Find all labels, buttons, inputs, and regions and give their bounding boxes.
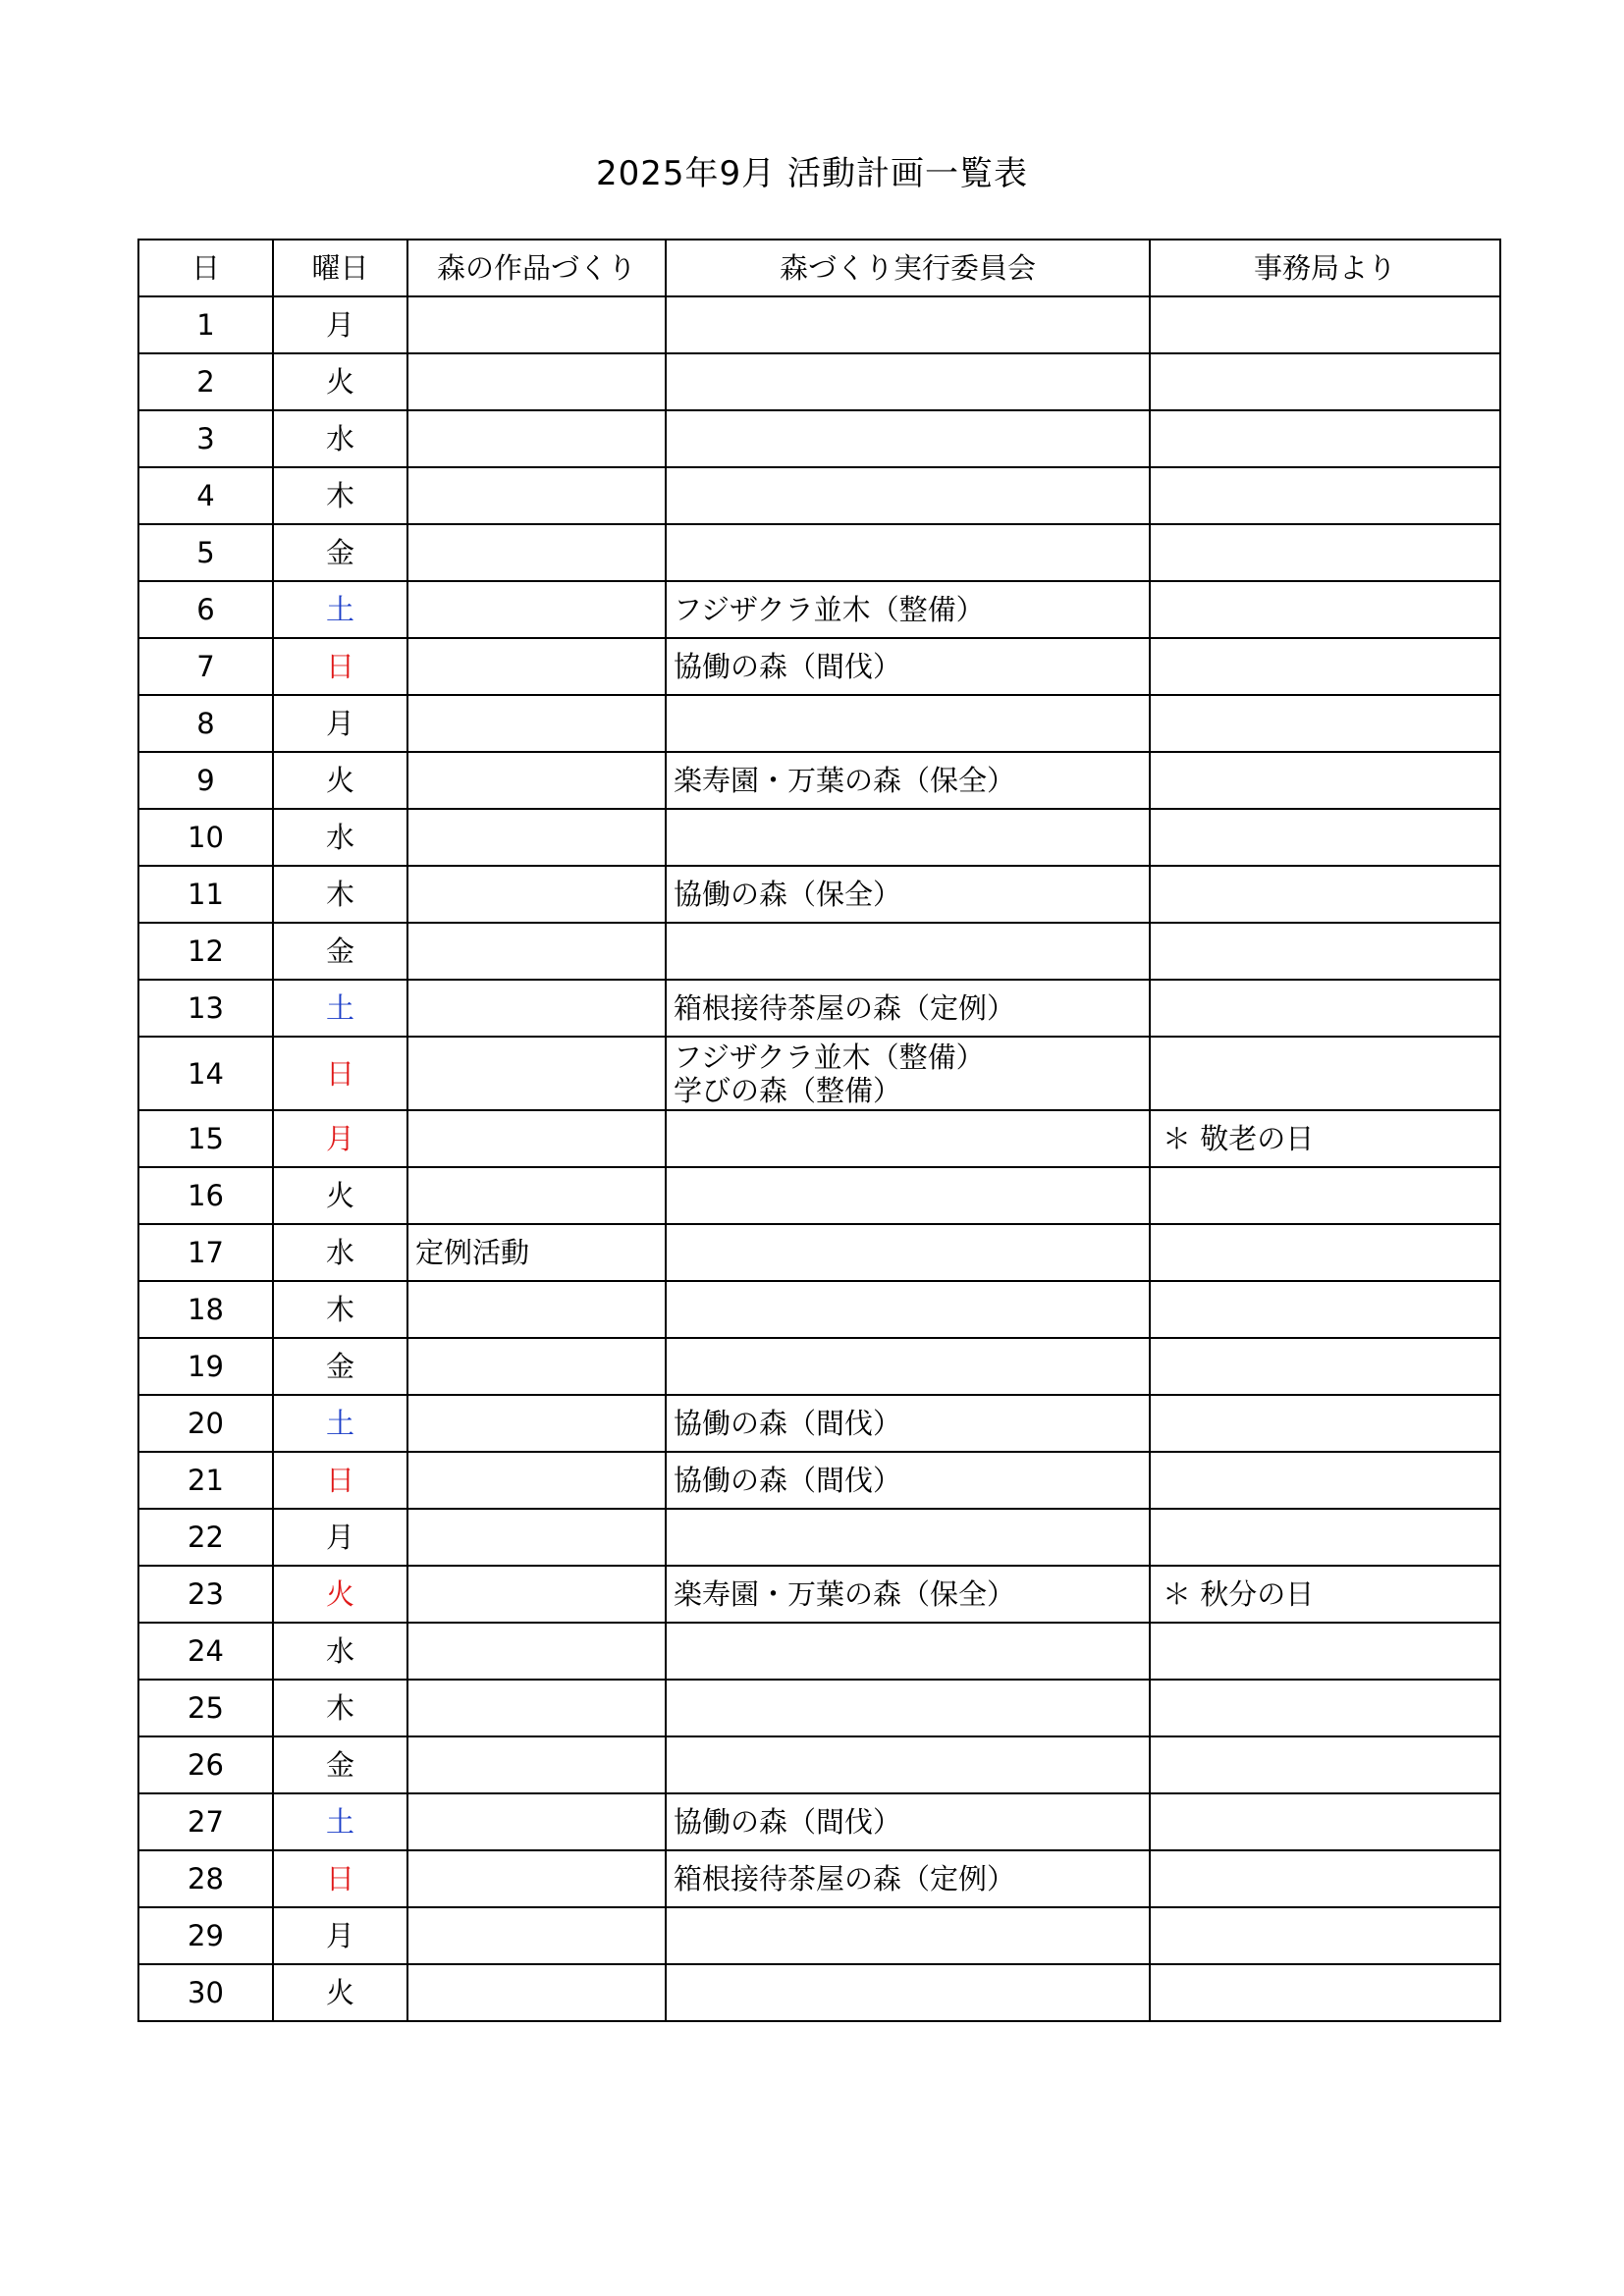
committee-activity: 協働の森（間伐） — [674, 1805, 902, 1839]
works-cell — [407, 467, 666, 524]
day-cell: 15 — [138, 1110, 273, 1167]
office-note-cell — [1150, 1793, 1500, 1850]
committee-cell — [666, 1623, 1150, 1680]
works-cell — [407, 410, 666, 467]
works-cell — [407, 1793, 666, 1850]
office-note-cell — [1150, 524, 1500, 581]
office-note-cell — [1150, 695, 1500, 752]
weekday-cell: 火 — [273, 1566, 407, 1623]
works-cell — [407, 1395, 666, 1452]
day-cell: 13 — [138, 980, 273, 1037]
works-cell — [407, 296, 666, 353]
committee-cell — [666, 1680, 1150, 1736]
weekday-cell: 水 — [273, 1623, 407, 1680]
day-cell: 23 — [138, 1566, 273, 1623]
works-cell — [407, 1110, 666, 1167]
committee-activity: 協働の森（間伐） — [674, 650, 902, 683]
works-cell — [407, 1907, 666, 1964]
day-cell: 10 — [138, 809, 273, 866]
office-note-cell — [1150, 1736, 1500, 1793]
day-cell: 22 — [138, 1509, 273, 1566]
weekday-cell: 水 — [273, 809, 407, 866]
office-note-cell — [1150, 581, 1500, 638]
day-cell: 19 — [138, 1338, 273, 1395]
table-row — [138, 923, 1500, 980]
weekday-cell: 火 — [273, 353, 407, 410]
committee-cell — [666, 866, 1150, 923]
works-cell — [407, 980, 666, 1037]
table-body — [138, 296, 1500, 2021]
table-row — [138, 1281, 1500, 1338]
office-note-cell — [1150, 1037, 1500, 1110]
committee-cell — [666, 1850, 1150, 1907]
committee-cell — [666, 581, 1150, 638]
weekday-cell: 土 — [273, 980, 407, 1037]
day-cell: 30 — [138, 1964, 273, 2021]
table-row — [138, 1964, 1500, 2021]
weekday-cell: 土 — [273, 1395, 407, 1452]
header-day: 日 — [138, 240, 273, 296]
office-note-cell: ＊ 敬老の日 — [1150, 1110, 1500, 1167]
committee-cell — [666, 809, 1150, 866]
committee-cell — [666, 1964, 1150, 2021]
table-row — [138, 809, 1500, 866]
committee-activity: フジザクラ並木（整備） — [674, 1040, 985, 1074]
table-row — [138, 1224, 1500, 1281]
table-row — [138, 296, 1500, 353]
weekday-cell: 金 — [273, 923, 407, 980]
header-office: 事務局より — [1150, 240, 1500, 296]
day-cell: 4 — [138, 467, 273, 524]
day-cell: 14 — [138, 1037, 273, 1110]
day-cell: 24 — [138, 1623, 273, 1680]
table-row — [138, 1395, 1500, 1452]
header-works: 森の作品づくり — [407, 240, 666, 296]
committee-cell — [666, 1907, 1150, 1964]
table-row — [138, 353, 1500, 410]
weekday-cell: 木 — [273, 1680, 407, 1736]
day-cell: 16 — [138, 1167, 273, 1224]
table-row — [138, 1907, 1500, 1964]
weekday-cell: 日 — [273, 638, 407, 695]
table-row — [138, 467, 1500, 524]
office-note-cell — [1150, 467, 1500, 524]
table-header-row — [138, 240, 1500, 296]
day-cell: 26 — [138, 1736, 273, 1793]
committee-cell — [666, 1338, 1150, 1395]
weekday-cell: 月 — [273, 695, 407, 752]
works-cell — [407, 923, 666, 980]
table-row — [138, 1167, 1500, 1224]
office-note-cell — [1150, 1338, 1500, 1395]
committee-cell — [666, 1509, 1150, 1566]
committee-activity: フジザクラ並木（整備） — [674, 593, 985, 626]
weekday-cell: 金 — [273, 1338, 407, 1395]
weekday-cell: 日 — [273, 1037, 407, 1110]
weekday-cell: 木 — [273, 1281, 407, 1338]
table-row — [138, 1452, 1500, 1509]
committee-cell — [666, 1037, 1150, 1110]
day-cell: 8 — [138, 695, 273, 752]
committee-cell — [666, 1110, 1150, 1167]
weekday-cell: 土 — [273, 581, 407, 638]
office-note-cell — [1150, 1167, 1500, 1224]
weekday-cell: 土 — [273, 1793, 407, 1850]
works-cell — [407, 638, 666, 695]
weekday-cell: 木 — [273, 866, 407, 923]
header-weekday: 曜日 — [273, 240, 407, 296]
works-cell — [407, 1623, 666, 1680]
committee-activity: 協働の森（保全） — [674, 878, 902, 911]
table-row — [138, 1566, 1500, 1623]
works-cell — [407, 1281, 666, 1338]
committee-cell — [666, 1281, 1150, 1338]
weekday-cell: 月 — [273, 1509, 407, 1566]
works-cell — [407, 866, 666, 923]
works-cell — [407, 1680, 666, 1736]
day-cell: 25 — [138, 1680, 273, 1736]
table-row — [138, 1338, 1500, 1395]
office-note-cell — [1150, 1452, 1500, 1509]
weekday-cell: 水 — [273, 1224, 407, 1281]
works-cell — [407, 1509, 666, 1566]
works-cell — [407, 1964, 666, 2021]
works-cell — [407, 809, 666, 866]
works-cell — [407, 1167, 666, 1224]
day-cell: 27 — [138, 1793, 273, 1850]
day-cell: 5 — [138, 524, 273, 581]
page-title: 2025年9月 活動計画一覧表 — [596, 154, 1028, 193]
committee-activity: 楽寿園・万葉の森（保全） — [674, 764, 1016, 797]
office-note-cell — [1150, 410, 1500, 467]
header-committee: 森づくり実行委員会 — [666, 240, 1150, 296]
works-cell — [407, 1566, 666, 1623]
office-note-cell — [1150, 353, 1500, 410]
table-row — [138, 1037, 1500, 1110]
day-cell: 6 — [138, 581, 273, 638]
day-cell: 2 — [138, 353, 273, 410]
office-note-cell — [1150, 809, 1500, 866]
works-cell — [407, 581, 666, 638]
table-row — [138, 695, 1500, 752]
office-note-cell — [1150, 1623, 1500, 1680]
office-note-cell — [1150, 980, 1500, 1037]
weekday-cell: 月 — [273, 296, 407, 353]
weekday-cell: 火 — [273, 1167, 407, 1224]
office-note-cell — [1150, 1395, 1500, 1452]
day-cell: 17 — [138, 1224, 273, 1281]
committee-cell — [666, 752, 1150, 809]
committee-cell — [666, 923, 1150, 980]
office-note-cell — [1150, 638, 1500, 695]
committee-cell — [666, 296, 1150, 353]
day-cell: 11 — [138, 866, 273, 923]
committee-cell — [666, 1566, 1150, 1623]
weekday-cell: 月 — [273, 1907, 407, 1964]
committee-activity: 協働の森（間伐） — [674, 1464, 902, 1497]
table-row — [138, 1509, 1500, 1566]
weekday-cell: 木 — [273, 467, 407, 524]
weekday-cell: 火 — [273, 752, 407, 809]
committee-activity: 協働の森（間伐） — [674, 1407, 902, 1440]
table-row — [138, 1110, 1500, 1167]
day-cell: 1 — [138, 296, 273, 353]
office-note-cell — [1150, 1281, 1500, 1338]
office-note-cell — [1150, 866, 1500, 923]
works-cell — [407, 353, 666, 410]
weekday-cell: 金 — [273, 524, 407, 581]
day-cell: 21 — [138, 1452, 273, 1509]
committee-activity: 箱根接待茶屋の森（定例） — [674, 1862, 1016, 1896]
table-row — [138, 866, 1500, 923]
office-note-cell — [1150, 1509, 1500, 1566]
weekday-cell: 日 — [273, 1452, 407, 1509]
office-note-cell — [1150, 1224, 1500, 1281]
committee-cell — [666, 638, 1150, 695]
day-cell: 18 — [138, 1281, 273, 1338]
table-row — [138, 1793, 1500, 1850]
office-note-cell — [1150, 1964, 1500, 2021]
works-cell — [407, 1736, 666, 1793]
committee-cell — [666, 980, 1150, 1037]
table-row — [138, 1623, 1500, 1680]
committee-cell — [666, 524, 1150, 581]
table-row — [138, 1850, 1500, 1907]
day-cell: 12 — [138, 923, 273, 980]
office-note-cell — [1150, 923, 1500, 980]
office-note-cell — [1150, 1850, 1500, 1907]
works-cell — [407, 1037, 666, 1110]
office-note-cell — [1150, 296, 1500, 353]
office-note-cell — [1150, 1907, 1500, 1964]
committee-cell — [666, 410, 1150, 467]
weekday-cell: 日 — [273, 1850, 407, 1907]
table-row — [138, 524, 1500, 581]
office-note-cell — [1150, 1680, 1500, 1736]
weekday-cell: 月 — [273, 1110, 407, 1167]
office-note-cell — [1150, 752, 1500, 809]
committee-activity: 箱根接待茶屋の森（定例） — [674, 991, 1016, 1025]
day-cell: 9 — [138, 752, 273, 809]
committee-activity: 楽寿園・万葉の森（保全） — [674, 1577, 1016, 1611]
activity-schedule-table — [137, 239, 1501, 2022]
works-cell — [407, 1850, 666, 1907]
table-row — [138, 581, 1500, 638]
day-cell: 28 — [138, 1850, 273, 1907]
day-cell: 20 — [138, 1395, 273, 1452]
committee-cell — [666, 1224, 1150, 1281]
works-cell: 定例活動 — [407, 1224, 666, 1281]
works-cell — [407, 524, 666, 581]
day-cell: 7 — [138, 638, 273, 695]
committee-cell — [666, 1793, 1150, 1850]
table-row — [138, 1736, 1500, 1793]
day-cell: 29 — [138, 1907, 273, 1964]
committee-cell — [666, 695, 1150, 752]
weekday-cell: 金 — [273, 1736, 407, 1793]
committee-cell — [666, 1736, 1150, 1793]
works-cell — [407, 752, 666, 809]
committee-cell — [666, 467, 1150, 524]
table-row — [138, 980, 1500, 1037]
committee-cell — [666, 1395, 1150, 1452]
works-cell — [407, 1338, 666, 1395]
table-row — [138, 638, 1500, 695]
committee-cell — [666, 353, 1150, 410]
table-row — [138, 410, 1500, 467]
committee-cell — [666, 1452, 1150, 1509]
weekday-cell: 水 — [273, 410, 407, 467]
committee-cell — [666, 1167, 1150, 1224]
committee-activity: 学びの森（整備） — [674, 1073, 902, 1107]
weekday-cell: 火 — [273, 1964, 407, 2021]
office-note-cell: ＊ 秋分の日 — [1150, 1566, 1500, 1623]
works-cell — [407, 1452, 666, 1509]
table-row — [138, 752, 1500, 809]
works-cell — [407, 695, 666, 752]
table-row — [138, 1680, 1500, 1736]
day-cell: 3 — [138, 410, 273, 467]
